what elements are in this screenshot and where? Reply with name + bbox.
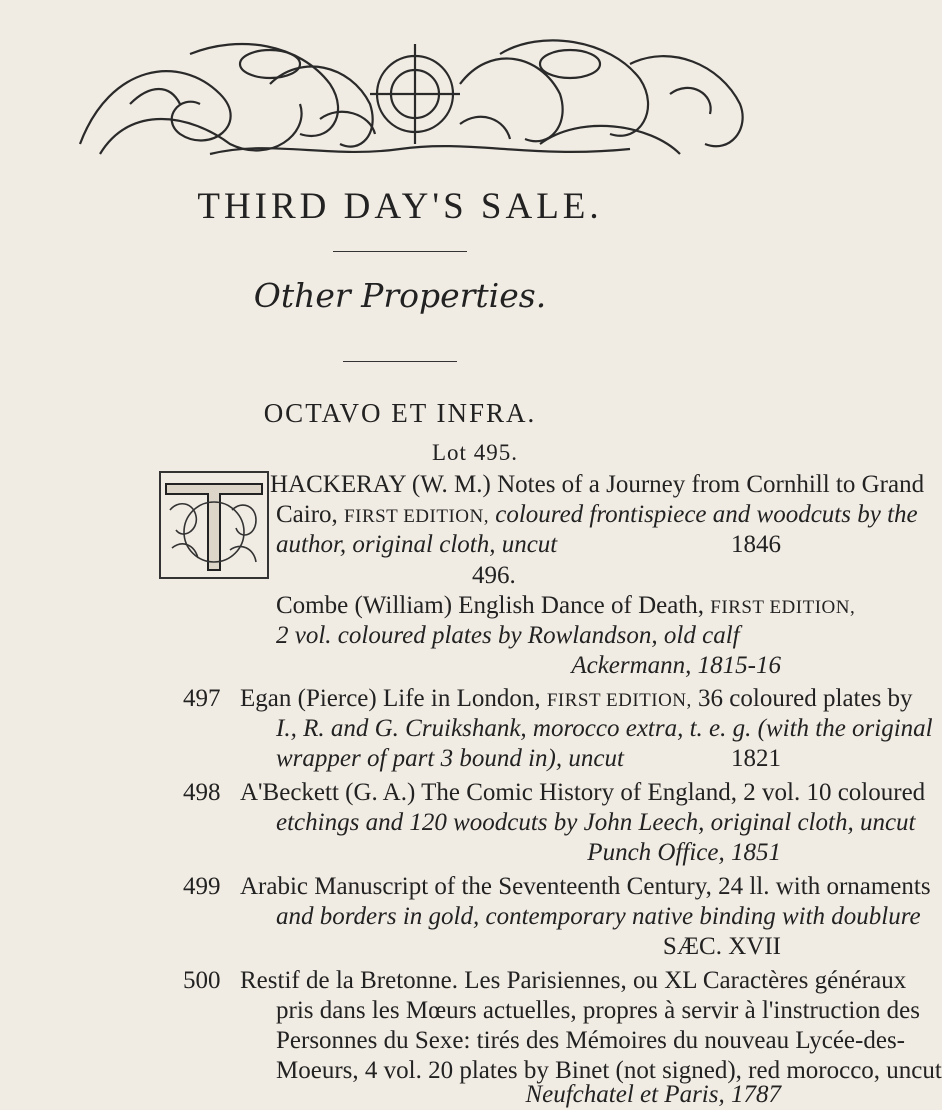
- page-title: THIRD DAY'S SALE.: [197, 186, 603, 227]
- lot-497-date: 1821: [731, 745, 781, 772]
- lot-495-date: 1846: [731, 531, 781, 558]
- lot-500-text: Restif de la Bretonne. Les Parisiennes, ou XL Caractères généraux: [240, 967, 907, 994]
- lot-500-line-5: [276, 1080, 781, 1110]
- decorative-header-ornament: [70, 24, 760, 164]
- lot-496-line-2: [276, 621, 740, 651]
- lot-495-line-2: [276, 500, 918, 532]
- lot-495-text: HACKERAY (W. M.) Notes of a Journey from Cornhill to Grand: [270, 471, 925, 498]
- lot-497-description: 36 coloured plates by: [691, 685, 913, 712]
- lot-496-description: 2 vol. coloured plates by Rowlandson, old calf: [276, 622, 740, 649]
- lot-498-line-2: [276, 808, 916, 838]
- lot-498-imprint: Punch Office, 1851: [587, 839, 781, 866]
- lot-499-number: 499: [183, 873, 221, 900]
- lot-495-line-1: [270, 470, 924, 500]
- lot-497-description: wrapper of part 3 bound in), uncut: [276, 745, 624, 772]
- lot-499-description: and borders in gold, contemporary native binding with doublure: [276, 903, 921, 930]
- lot-499-line-2: [276, 902, 921, 932]
- lot-495-edition: FIRST EDITION,: [344, 506, 489, 527]
- lot-495-text: Cairo,: [276, 501, 345, 528]
- lot-496-line-3: [276, 651, 781, 681]
- lot-496-number: 496.: [472, 562, 516, 589]
- lot-497-line-3: [276, 744, 781, 774]
- lot-496-imprint: Ackermann, 1815-16: [571, 652, 781, 679]
- decorative-initial-t-icon: [158, 470, 270, 580]
- lot-495-description: author, original cloth, uncut: [276, 531, 558, 558]
- divider-rule: [333, 251, 467, 252]
- lot-496-text: Combe (William) English Dance of Death,: [276, 592, 711, 619]
- lot-500-number: 500: [183, 967, 221, 994]
- lot-500-text: Personnes du Sexe: tirés des Mémoires du nouveau Lycée-des-: [276, 1027, 906, 1054]
- lot-499-text: Arabic Manuscript of the Seventeenth Century, 24 ll. with ornaments: [240, 873, 931, 900]
- lot-500-imprint: Neufchatel et Paris, 1787: [525, 1081, 781, 1108]
- lot-499-date: SÆC. XVII: [662, 933, 781, 960]
- divider-rule: [343, 361, 457, 362]
- lot-497-line-2: [276, 714, 933, 744]
- section-heading: OCTAVO ET INFRA.: [263, 398, 537, 428]
- lot-498-text: A'Beckett (G. A.) The Comic History of England, 2 vol. 10 coloured: [240, 779, 926, 806]
- lot-495-line-3: [276, 530, 781, 560]
- lot-498-line-1: [240, 778, 925, 808]
- lot-500-text: pris dans les Mœurs actuelles, propres à servir à l'instruction des: [276, 997, 920, 1024]
- lot-497-number: 497: [183, 685, 221, 712]
- lot-497-description: I., R. and G. Cruikshank, morocco extra, t. e. g. (with the original: [276, 715, 933, 742]
- lot-495-description: coloured frontispiece and woodcuts by the: [488, 501, 918, 528]
- lot-500-description: Moeurs, 4 vol. 20 plates by Binet (not signed), red morocco, uncut: [276, 1057, 942, 1084]
- lot-498-line-3: [276, 838, 781, 868]
- lot-499-line-1: [240, 872, 931, 902]
- lot-500-line-1: [240, 966, 906, 996]
- subtitle: Other Properties.: [253, 276, 547, 315]
- lot-500-line-2: [276, 996, 920, 1026]
- lot-heading: Lot 495.: [432, 440, 518, 465]
- lot-499-line-3: [276, 932, 781, 962]
- lot-496-line-1: [276, 591, 855, 623]
- lot-497-line-1: [240, 684, 913, 716]
- lot-497-text: Egan (Pierce) Life in London,: [240, 685, 547, 712]
- lot-496-edition: FIRST EDITION,: [710, 597, 856, 618]
- lot-497-edition: FIRST EDITION,: [546, 690, 692, 711]
- lot-498-number: 498: [183, 779, 221, 806]
- lot-498-description: etchings and 120 woodcuts by John Leech, original cloth, uncut: [276, 809, 916, 836]
- lot-500-line-3: [276, 1026, 905, 1056]
